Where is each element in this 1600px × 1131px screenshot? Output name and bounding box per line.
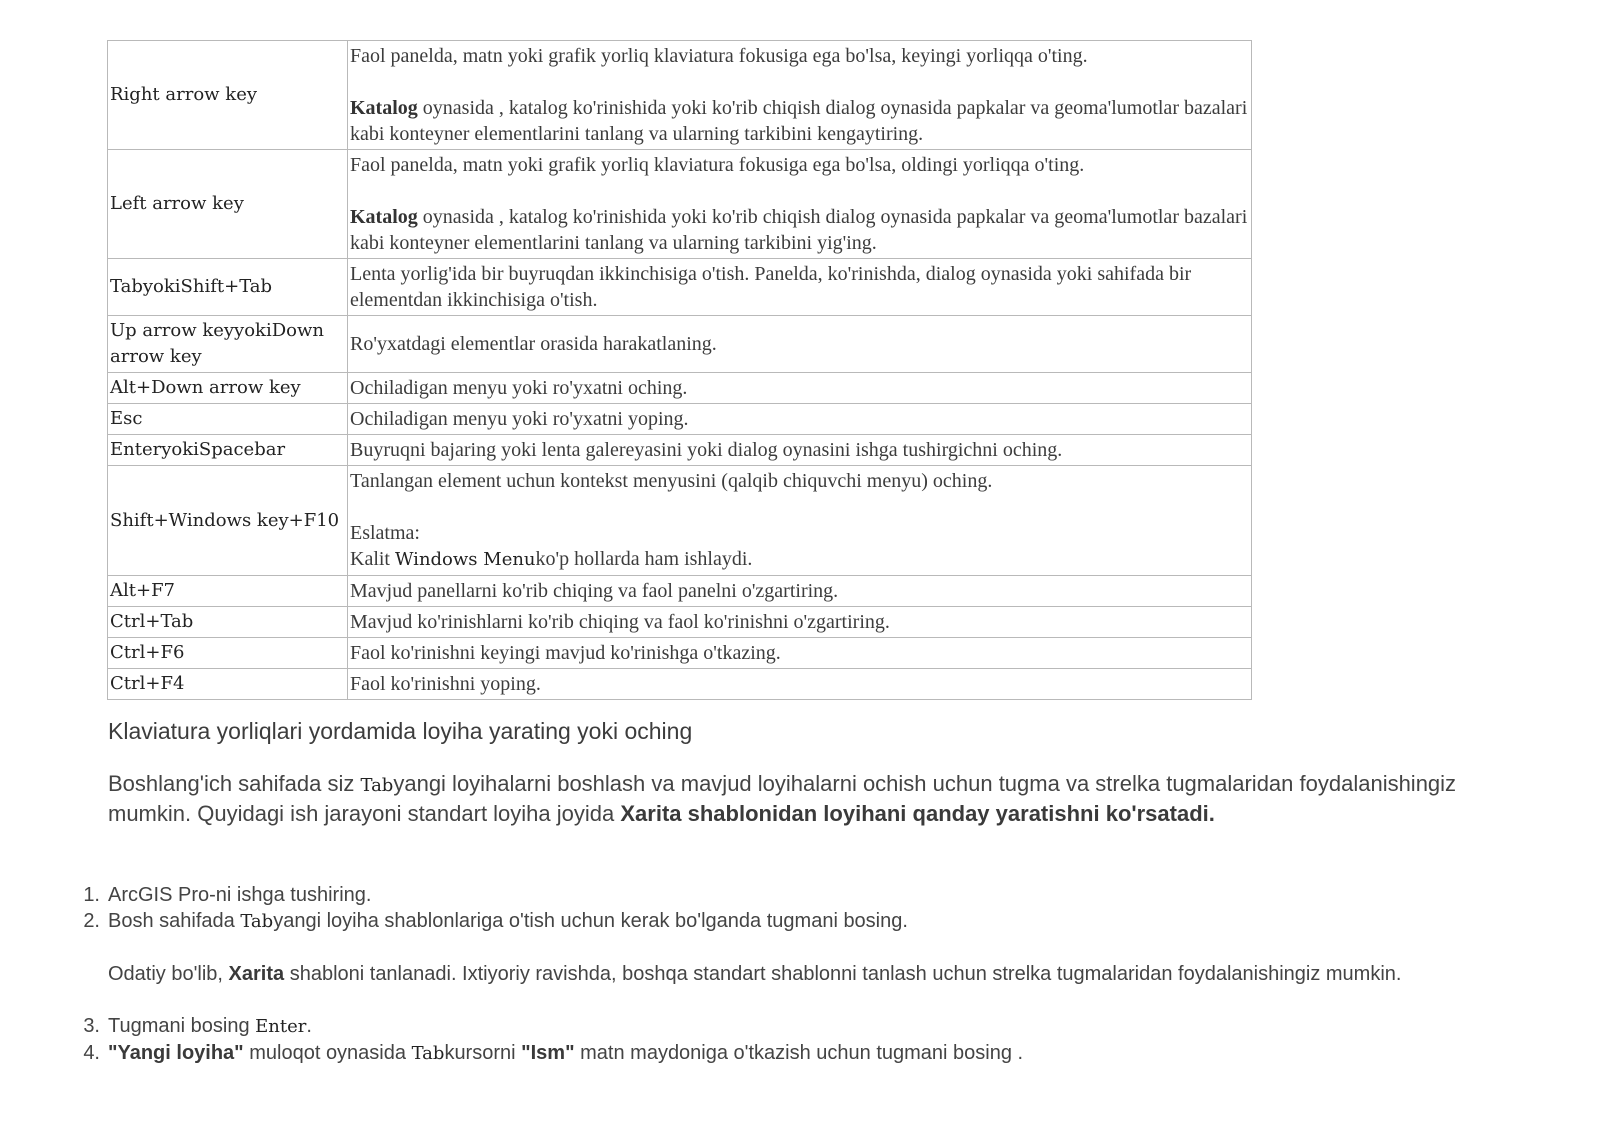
list-item bbox=[72, 1040, 1512, 1067]
table-row bbox=[108, 404, 1252, 435]
step-number: 4. bbox=[83, 1042, 100, 1064]
step-note bbox=[108, 961, 1512, 987]
table-row bbox=[108, 259, 1252, 316]
table-row bbox=[108, 41, 1252, 150]
step-text: muloqot oynasida bbox=[243, 1042, 412, 1064]
shortcut-description: Lenta yorlig'ida bir buyruqdan ikkinchisiga o'tish. Panelda, ko'rinishda, dialog oynasida yoki sahifada bir elementdan ikkinchisiga o'tish. bbox=[348, 259, 1252, 316]
step-number: 3. bbox=[83, 1015, 100, 1037]
dialog-name: "Yangi loyiha" bbox=[108, 1042, 244, 1064]
table-row bbox=[108, 150, 1252, 259]
steps-list bbox=[72, 882, 1512, 1067]
step-text: Bosh sahifada bbox=[108, 910, 241, 932]
description-text: oynasida , katalog ko'rinishida yoki ko'rib chiqish dialog oynasida papkalar va geoma'lumotlar bazalari kabi konteyner elementlarini tanlang va ularning tarkibini yig'ing. bbox=[350, 206, 1248, 254]
catalog-term: Katalog bbox=[350, 97, 418, 119]
table-row bbox=[108, 316, 1252, 373]
table-row bbox=[108, 576, 1252, 607]
shortcut-key: Alt+Down arrow key bbox=[108, 373, 348, 404]
catalog-term: Katalog bbox=[350, 206, 418, 228]
note-text bbox=[350, 546, 1249, 573]
shortcut-description bbox=[348, 150, 1252, 259]
tab-key: Tab bbox=[240, 911, 274, 932]
tab-key: Tab bbox=[360, 775, 394, 796]
shortcut-key: Shift+Windows key+F10 bbox=[108, 466, 348, 576]
shortcut-key: Esc bbox=[108, 404, 348, 435]
shortcut-description: Ochiladigan menyu yoki ro'yxatni yoping. bbox=[348, 404, 1252, 435]
shortcut-description: Mavjud ko'rinishlarni ko'rib chiqing va faol ko'rinishni o'zgartiring. bbox=[348, 607, 1252, 638]
shortcut-description: Ro'yxatdagi elementlar orasida harakatlaning. bbox=[348, 316, 1252, 373]
list-item bbox=[72, 882, 1512, 908]
enter-key: Enter bbox=[255, 1016, 307, 1037]
shortcut-key: Alt+F7 bbox=[108, 576, 348, 607]
shortcut-key: Right arrow key bbox=[108, 41, 348, 150]
table-row bbox=[108, 638, 1252, 669]
note-prefix: Kalit bbox=[350, 548, 395, 570]
shortcut-description bbox=[348, 41, 1252, 150]
step-text: matn maydoniga o'tkazish uchun tugmani bosing . bbox=[574, 1042, 1024, 1064]
shortcut-key: Ctrl+Tab bbox=[108, 607, 348, 638]
description-text: oynasida , katalog ko'rinishida yoki ko'rib chiqish dialog oynasida papkalar va geoma'lumotlar bazalari kabi konteyner elementlarini tanlang va ularning tarkibini kengaytiring. bbox=[350, 97, 1248, 145]
table-row bbox=[108, 435, 1252, 466]
description-text: Tanlangan element uchun kontekst menyusini (qalqib chiquvchi menyu) oching. bbox=[350, 470, 993, 492]
shortcut-description: Mavjud panellarni ko'rib chiqing va faol panelni o'zgartiring. bbox=[348, 576, 1252, 607]
intro-bold-text: Xarita shablonidan loyihani qanday yaratishni ko'rsatadi. bbox=[620, 801, 1215, 826]
shortcut-table bbox=[107, 40, 1252, 700]
note-label: Eslatma: bbox=[350, 522, 420, 544]
shortcut-description: Ochiladigan menyu yoki ro'yxatni oching. bbox=[348, 373, 1252, 404]
shortcut-key: EnteryokiSpacebar bbox=[108, 435, 348, 466]
shortcut-description: Buyruqni bajaring yoki lenta galereyasini yoki dialog oynasini ishga tushirgichni oching. bbox=[348, 435, 1252, 466]
field-name: "Ism" bbox=[521, 1042, 575, 1064]
description-text: Faol panelda, matn yoki grafik yorliq klaviatura fokusiga ega bo'lsa, oldingi yorliqqa o'ting. bbox=[350, 154, 1085, 176]
shortcut-key: Ctrl+F6 bbox=[108, 638, 348, 669]
shortcut-description bbox=[348, 466, 1252, 576]
shortcut-description: Faol ko'rinishni yoping. bbox=[348, 669, 1252, 700]
table-row bbox=[108, 373, 1252, 404]
map-template-term: Xarita bbox=[228, 963, 285, 985]
windows-menu-key: Windows Menu bbox=[395, 549, 536, 570]
step-text: kursorni bbox=[444, 1042, 522, 1064]
step-text: ArcGIS Pro-ni ishga tushiring. bbox=[108, 884, 372, 906]
shortcut-key: TabyokiShift+Tab bbox=[108, 259, 348, 316]
shortcut-key: Ctrl+F4 bbox=[108, 669, 348, 700]
list-item bbox=[72, 1013, 1512, 1040]
step-text: Tugmani bosing bbox=[108, 1015, 256, 1037]
intro-text: Boshlang'ich sahifada siz bbox=[108, 771, 361, 796]
table-row bbox=[108, 669, 1252, 700]
tab-key: Tab bbox=[411, 1043, 445, 1064]
section-heading: Klaviatura yorliqlari yordamida loyiha yarating yoki oching bbox=[108, 718, 693, 744]
description-text: Faol panelda, matn yoki grafik yorliq klaviatura fokusiga ega bo'lsa, keyingi yorliqqa o'ting. bbox=[350, 45, 1088, 67]
note-suffix: ko'p hollarda ham ishlaydi. bbox=[535, 548, 753, 570]
table-row bbox=[108, 466, 1252, 576]
step-number: 2. bbox=[83, 910, 100, 932]
intro-text: yangi loyihalarni boshlash va mavjud loyihalarni ochish uchun tugma va strelka tugmalaridan foydalanishingiz mumkin. Quyidagi ish jarayoni standart loyiha joyida bbox=[108, 771, 1457, 826]
intro-paragraph bbox=[108, 770, 1508, 828]
step-text: . bbox=[306, 1015, 312, 1037]
table-row bbox=[108, 607, 1252, 638]
step-text: yangi loyiha shablonlariga o'tish uchun kerak bo'lganda tugmani bosing. bbox=[273, 910, 908, 932]
shortcut-key: Up arrow keyyokiDown arrow key bbox=[108, 316, 348, 373]
list-item bbox=[72, 908, 1512, 987]
note-text: Odatiy bo'lib, bbox=[108, 963, 229, 985]
note-text: shabloni tanlanadi. Ixtiyoriy ravishda, boshqa standart shablonni tanlash uchun strelka tugmalaridan foydalanishingiz mumkin. bbox=[284, 963, 1402, 985]
shortcut-description: Faol ko'rinishni keyingi mavjud ko'rinishga o'tkazing. bbox=[348, 638, 1252, 669]
shortcut-key: Left arrow key bbox=[108, 150, 348, 259]
step-number: 1. bbox=[83, 884, 100, 906]
